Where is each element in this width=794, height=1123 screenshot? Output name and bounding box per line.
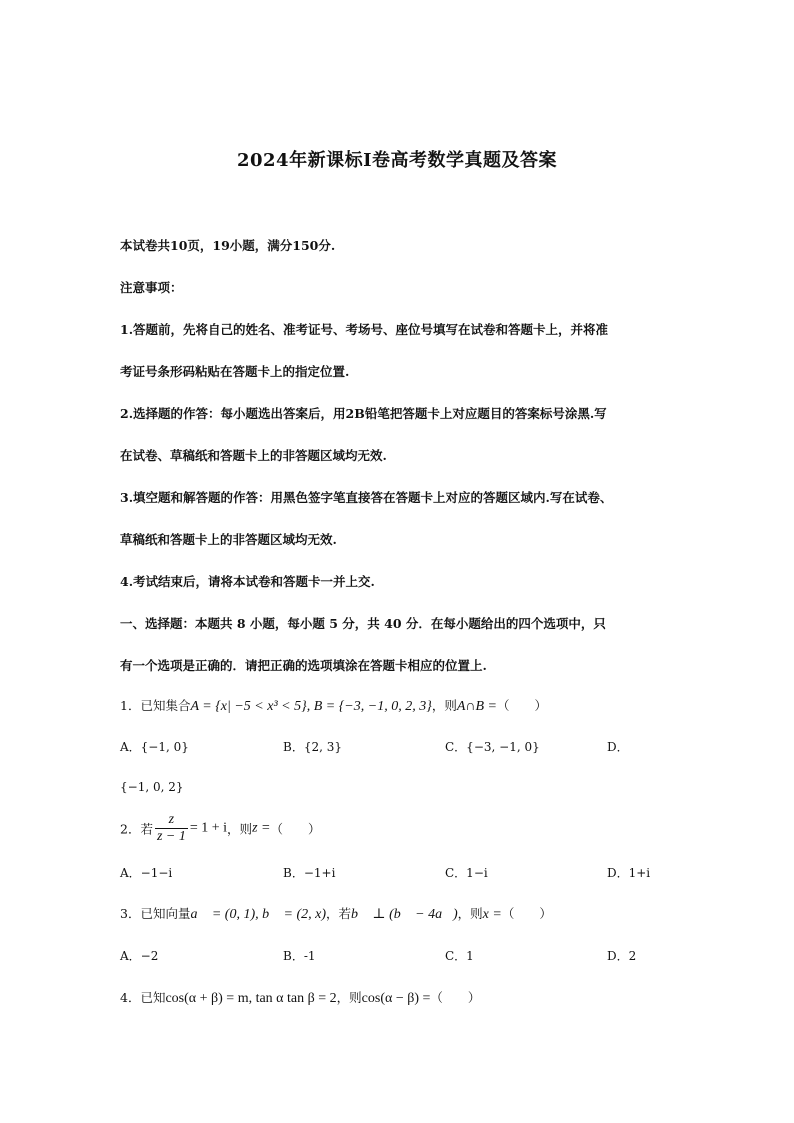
notice-3-line-2: 草稿纸和答题卡上的非答题区域均无效. xyxy=(120,532,337,547)
q2-fraction-numerator: z xyxy=(155,812,188,829)
notice-4-line-1: 4.考试结束后，请将本试卷和答题卡一并上交. xyxy=(120,574,375,589)
q2-option-d: D．1+i xyxy=(607,866,651,880)
page-title: 2024年新课标I卷高考数学真题及答案 xyxy=(236,150,558,171)
q4-math-target: cos(α − β) = xyxy=(361,991,431,1006)
q3-mid: ，若 xyxy=(326,906,352,921)
q2-option-c: C．1−i xyxy=(445,866,488,880)
q3-option-b: B．-1 xyxy=(283,949,316,963)
q4-prefix: 4．已知 xyxy=(120,990,166,1005)
q2-option-a: A．−1−i xyxy=(120,866,173,880)
q1-option-d-value: {−1, 0, 2} xyxy=(120,780,184,794)
question-2-stem xyxy=(120,812,320,845)
q3-suffix: （ ） xyxy=(501,906,552,921)
q3-math-vectors: a⃗ = (0, 1), b⃗ = (2, x) xyxy=(190,907,326,922)
q1-option-b: B．{2, 3} xyxy=(283,740,342,754)
q1-option-d: D． xyxy=(607,740,629,754)
q1-option-c: C．{−3, −1, 0} xyxy=(445,740,540,754)
q1-math-intersection: A∩B = xyxy=(456,699,497,714)
notice-1-line-1: 1.答题前，先将自己的姓名、准考证号、考场号、座位号填写在试卷和答题卡上，并将准 xyxy=(120,322,609,337)
section-1-line-2: 有一个选项是正确的．请把正确的选项填涂在答题卡相应的位置上. xyxy=(120,658,487,673)
q1-mid: ，则 xyxy=(431,698,457,713)
q2-fraction xyxy=(155,812,188,845)
q1-prefix: 1．已知集合 xyxy=(120,698,191,713)
q3-prefix: 3．已知向量 xyxy=(120,906,191,921)
q3-mid-2: ，则 xyxy=(457,906,483,921)
q2-math-z: z = xyxy=(252,820,271,836)
section-1-line-1: 一、选择题：本题共 8 小题，每小题 5 分，共 40 分．在每小题给出的四个选项中，只 xyxy=(120,616,606,631)
q2-option-b: B．−1+i xyxy=(283,866,336,880)
q4-suffix: （ ） xyxy=(430,990,481,1005)
notice-2-line-2: 在试卷、草稿纸和答题卡上的非答题区域均无效. xyxy=(120,448,387,463)
q2-suffix: （ ） xyxy=(270,821,321,837)
q2-prefix: 2．若 xyxy=(120,821,153,837)
q3-option-c: C．1 xyxy=(445,949,474,963)
notice-1-line-2: 考证号条形码粘贴在答题卡上的指定位置. xyxy=(120,364,350,379)
q1-math-sets: A = {x| −5 < x³ < 5}, B = {−3, −1, 0, 2, 3} xyxy=(190,699,432,714)
q1-option-a: A．{−1, 0} xyxy=(120,740,189,754)
q4-mid: ，则 xyxy=(336,990,362,1005)
q1-suffix: （ ） xyxy=(497,698,548,713)
q3-math-x: x = xyxy=(482,907,502,922)
q4-math-given: cos(α + β) = m, tan α tan β = 2 xyxy=(165,991,337,1006)
notice-3-line-1: 3.填空题和解答题的作答：用黑色签字笔直接答在答题卡上对应的答题区域内.写在试卷、 xyxy=(120,490,613,505)
intro-text: 本试卷共10页，19小题，满分150分. xyxy=(120,238,336,253)
q2-mid: ，则 xyxy=(227,821,253,837)
question-1-stem xyxy=(120,696,547,715)
notice-heading: 注意事项： xyxy=(120,280,183,295)
question-4-stem xyxy=(120,988,480,1007)
notice-2-line-1: 2.选择题的作答：每小题选出答案后，用2B铅笔把答题卡上对应题目的答案标号涂黑.写 xyxy=(120,406,607,421)
q3-option-a: A．−2 xyxy=(120,949,159,963)
q3-math-perpendicular: b⃗ ⊥ (b⃗ − 4a⃗) xyxy=(351,907,458,922)
q3-option-d: D．2 xyxy=(607,949,637,963)
q2-fraction-denominator: z − 1 xyxy=(156,829,186,844)
q2-math-equation: = 1 + i xyxy=(189,820,228,836)
question-3-stem xyxy=(120,904,552,923)
